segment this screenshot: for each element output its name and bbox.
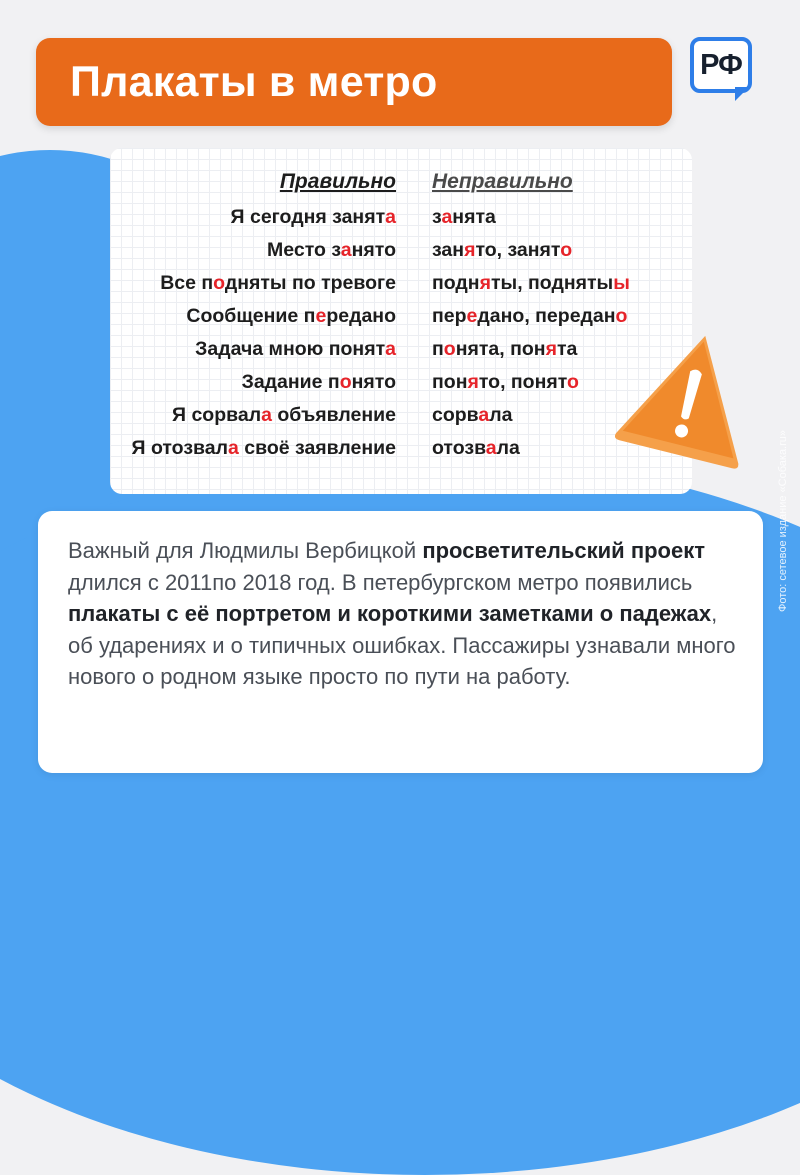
correct-form: Я отозвала своё заявление (131, 437, 396, 459)
table-row (110, 272, 692, 302)
warning-triangle-icon (615, 322, 765, 472)
incorrect-form: сорвала (432, 404, 513, 426)
table-row (110, 404, 692, 434)
correct-form: Все подняты по тревоге (160, 272, 396, 294)
title-banner (36, 38, 672, 126)
table-row (110, 239, 692, 269)
table-row (110, 206, 692, 236)
correct-form: Я сорвала объявление (172, 404, 396, 426)
table-row (110, 371, 692, 401)
page-title: Плакаты в метро (70, 57, 438, 106)
incorrect-form: передано, передано (432, 305, 628, 327)
table-row (110, 437, 692, 467)
incorrect-form: занята (432, 206, 496, 228)
correct-form: Я сегодня занята (230, 206, 396, 228)
table-header-row (110, 170, 692, 200)
description-text: Важный для Людмилы Вербицкой просветительский проект длился с 2011по 2018 год. В петербургском метро появились плакаты с её портретом и короткими заметками о падежах, об ударениях и о типичных ошибках. Пассажиры узнавали много нового о родном языке просто по пути на работу. (68, 538, 736, 689)
incorrect-form: понята, понята (432, 338, 578, 360)
table-row (110, 305, 692, 335)
correct-form: Место занято (267, 239, 396, 261)
logo-text: РФ (700, 48, 742, 81)
correct-form: Сообщение передано (186, 305, 396, 327)
incorrect-form: занято, занято (432, 239, 573, 261)
rf-chat-bubble-icon (690, 37, 760, 107)
photo-credit: Фото: сетевое издание «Собака.ru» (777, 429, 789, 613)
correct-form: Задание понято (241, 371, 396, 393)
logo-tail (735, 87, 749, 101)
incorrect-form: понято, понято (432, 371, 579, 393)
incorrect-form: отозвала (432, 437, 520, 459)
description-card (38, 511, 763, 773)
table-row (110, 338, 692, 368)
incorrect-form: подняты, поднятыы (432, 272, 630, 294)
correct-form: Задача мною понята (195, 338, 396, 360)
header-incorrect: Неправильно (432, 170, 573, 193)
logo-box (690, 37, 752, 93)
header-correct: Правильно (279, 170, 396, 193)
stress-table (110, 148, 692, 494)
